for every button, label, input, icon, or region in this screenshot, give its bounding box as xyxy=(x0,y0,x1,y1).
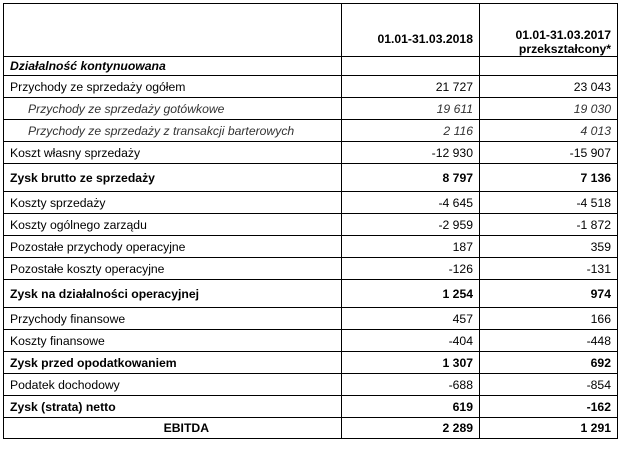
value-2017: 23 043 xyxy=(480,76,618,98)
row-label: Przychody finansowe xyxy=(4,308,342,330)
table-row xyxy=(4,258,618,280)
value-2017: 692 xyxy=(480,352,618,374)
value-2018: 2 116 xyxy=(342,120,480,142)
table-row xyxy=(4,396,618,418)
value-2018: 619 xyxy=(342,396,480,418)
table-row xyxy=(4,120,618,142)
value-2018: -688 xyxy=(342,374,480,396)
financial-statement-table xyxy=(3,3,618,439)
row-label: Koszty ogólnego zarządu xyxy=(4,214,342,236)
ebitda-row xyxy=(4,418,618,439)
table-row xyxy=(4,142,618,164)
row-label: Przychody ze sprzedaży gotówkowe xyxy=(4,98,342,120)
value-2017: -4 518 xyxy=(480,192,618,214)
value-2017: 1 291 xyxy=(480,418,618,439)
row-label: Koszty finansowe xyxy=(4,330,342,352)
period-2017-line1: 01.01-31.03.2017 xyxy=(515,28,611,42)
row-label: Zysk na działalności operacyjnej xyxy=(4,280,342,308)
table-row xyxy=(4,192,618,214)
period-2017-header xyxy=(480,4,618,57)
table-row xyxy=(4,214,618,236)
row-label: Przychody ze sprzedaży ogółem xyxy=(4,76,342,98)
value-2018: 1 307 xyxy=(342,352,480,374)
row-label: Przychody ze sprzedaży z transakcji barterowych xyxy=(4,120,342,142)
row-label: Pozostałe przychody operacyjne xyxy=(4,236,342,258)
value-2017: -854 xyxy=(480,374,618,396)
row-label: Podatek dochodowy xyxy=(4,374,342,396)
header-row xyxy=(4,4,618,57)
value-2018: -126 xyxy=(342,258,480,280)
row-label: Koszty sprzedaży xyxy=(4,192,342,214)
table-row xyxy=(4,330,618,352)
section-title: Działalność kontynuowana xyxy=(4,57,342,76)
table-row xyxy=(4,352,618,374)
value-2017: 359 xyxy=(480,236,618,258)
table-row xyxy=(4,308,618,330)
period-2017-line2: przekształcony* xyxy=(518,42,611,56)
table-row xyxy=(4,280,618,308)
value-2018: -4 645 xyxy=(342,192,480,214)
value-2017: 974 xyxy=(480,280,618,308)
value-2018: 2 289 xyxy=(342,418,480,439)
value-2018: -2 959 xyxy=(342,214,480,236)
row-label: Pozostałe koszty operacyjne xyxy=(4,258,342,280)
header-blank-cell xyxy=(4,4,342,57)
value-2017: -131 xyxy=(480,258,618,280)
value-2017: 7 136 xyxy=(480,164,618,192)
value-2017: -1 872 xyxy=(480,214,618,236)
value-2018: 21 727 xyxy=(342,76,480,98)
table-row xyxy=(4,374,618,396)
row-label: Zysk przed opodatkowaniem xyxy=(4,352,342,374)
value-2017: -15 907 xyxy=(480,142,618,164)
row-label: EBITDA xyxy=(4,418,342,439)
table-row xyxy=(4,236,618,258)
table-row xyxy=(4,164,618,192)
row-label: Zysk (strata) netto xyxy=(4,396,342,418)
value-2018: 1 254 xyxy=(342,280,480,308)
value-2017: 19 030 xyxy=(480,98,618,120)
value-2017: 166 xyxy=(480,308,618,330)
value-2017: -162 xyxy=(480,396,618,418)
row-label: Koszt własny sprzedaży xyxy=(4,142,342,164)
value-2018: 8 797 xyxy=(342,164,480,192)
value-2017: -448 xyxy=(480,330,618,352)
period-2018-header: 01.01-31.03.2018 xyxy=(342,4,480,57)
value-2018: 187 xyxy=(342,236,480,258)
row-label: Zysk brutto ze sprzedaży xyxy=(4,164,342,192)
value-2017: 4 013 xyxy=(480,120,618,142)
value-2018: 19 611 xyxy=(342,98,480,120)
table-row xyxy=(4,98,618,120)
value-2018: -12 930 xyxy=(342,142,480,164)
table-row xyxy=(4,76,618,98)
value-2018: 457 xyxy=(342,308,480,330)
value-2018: -404 xyxy=(342,330,480,352)
section-row xyxy=(4,57,618,76)
